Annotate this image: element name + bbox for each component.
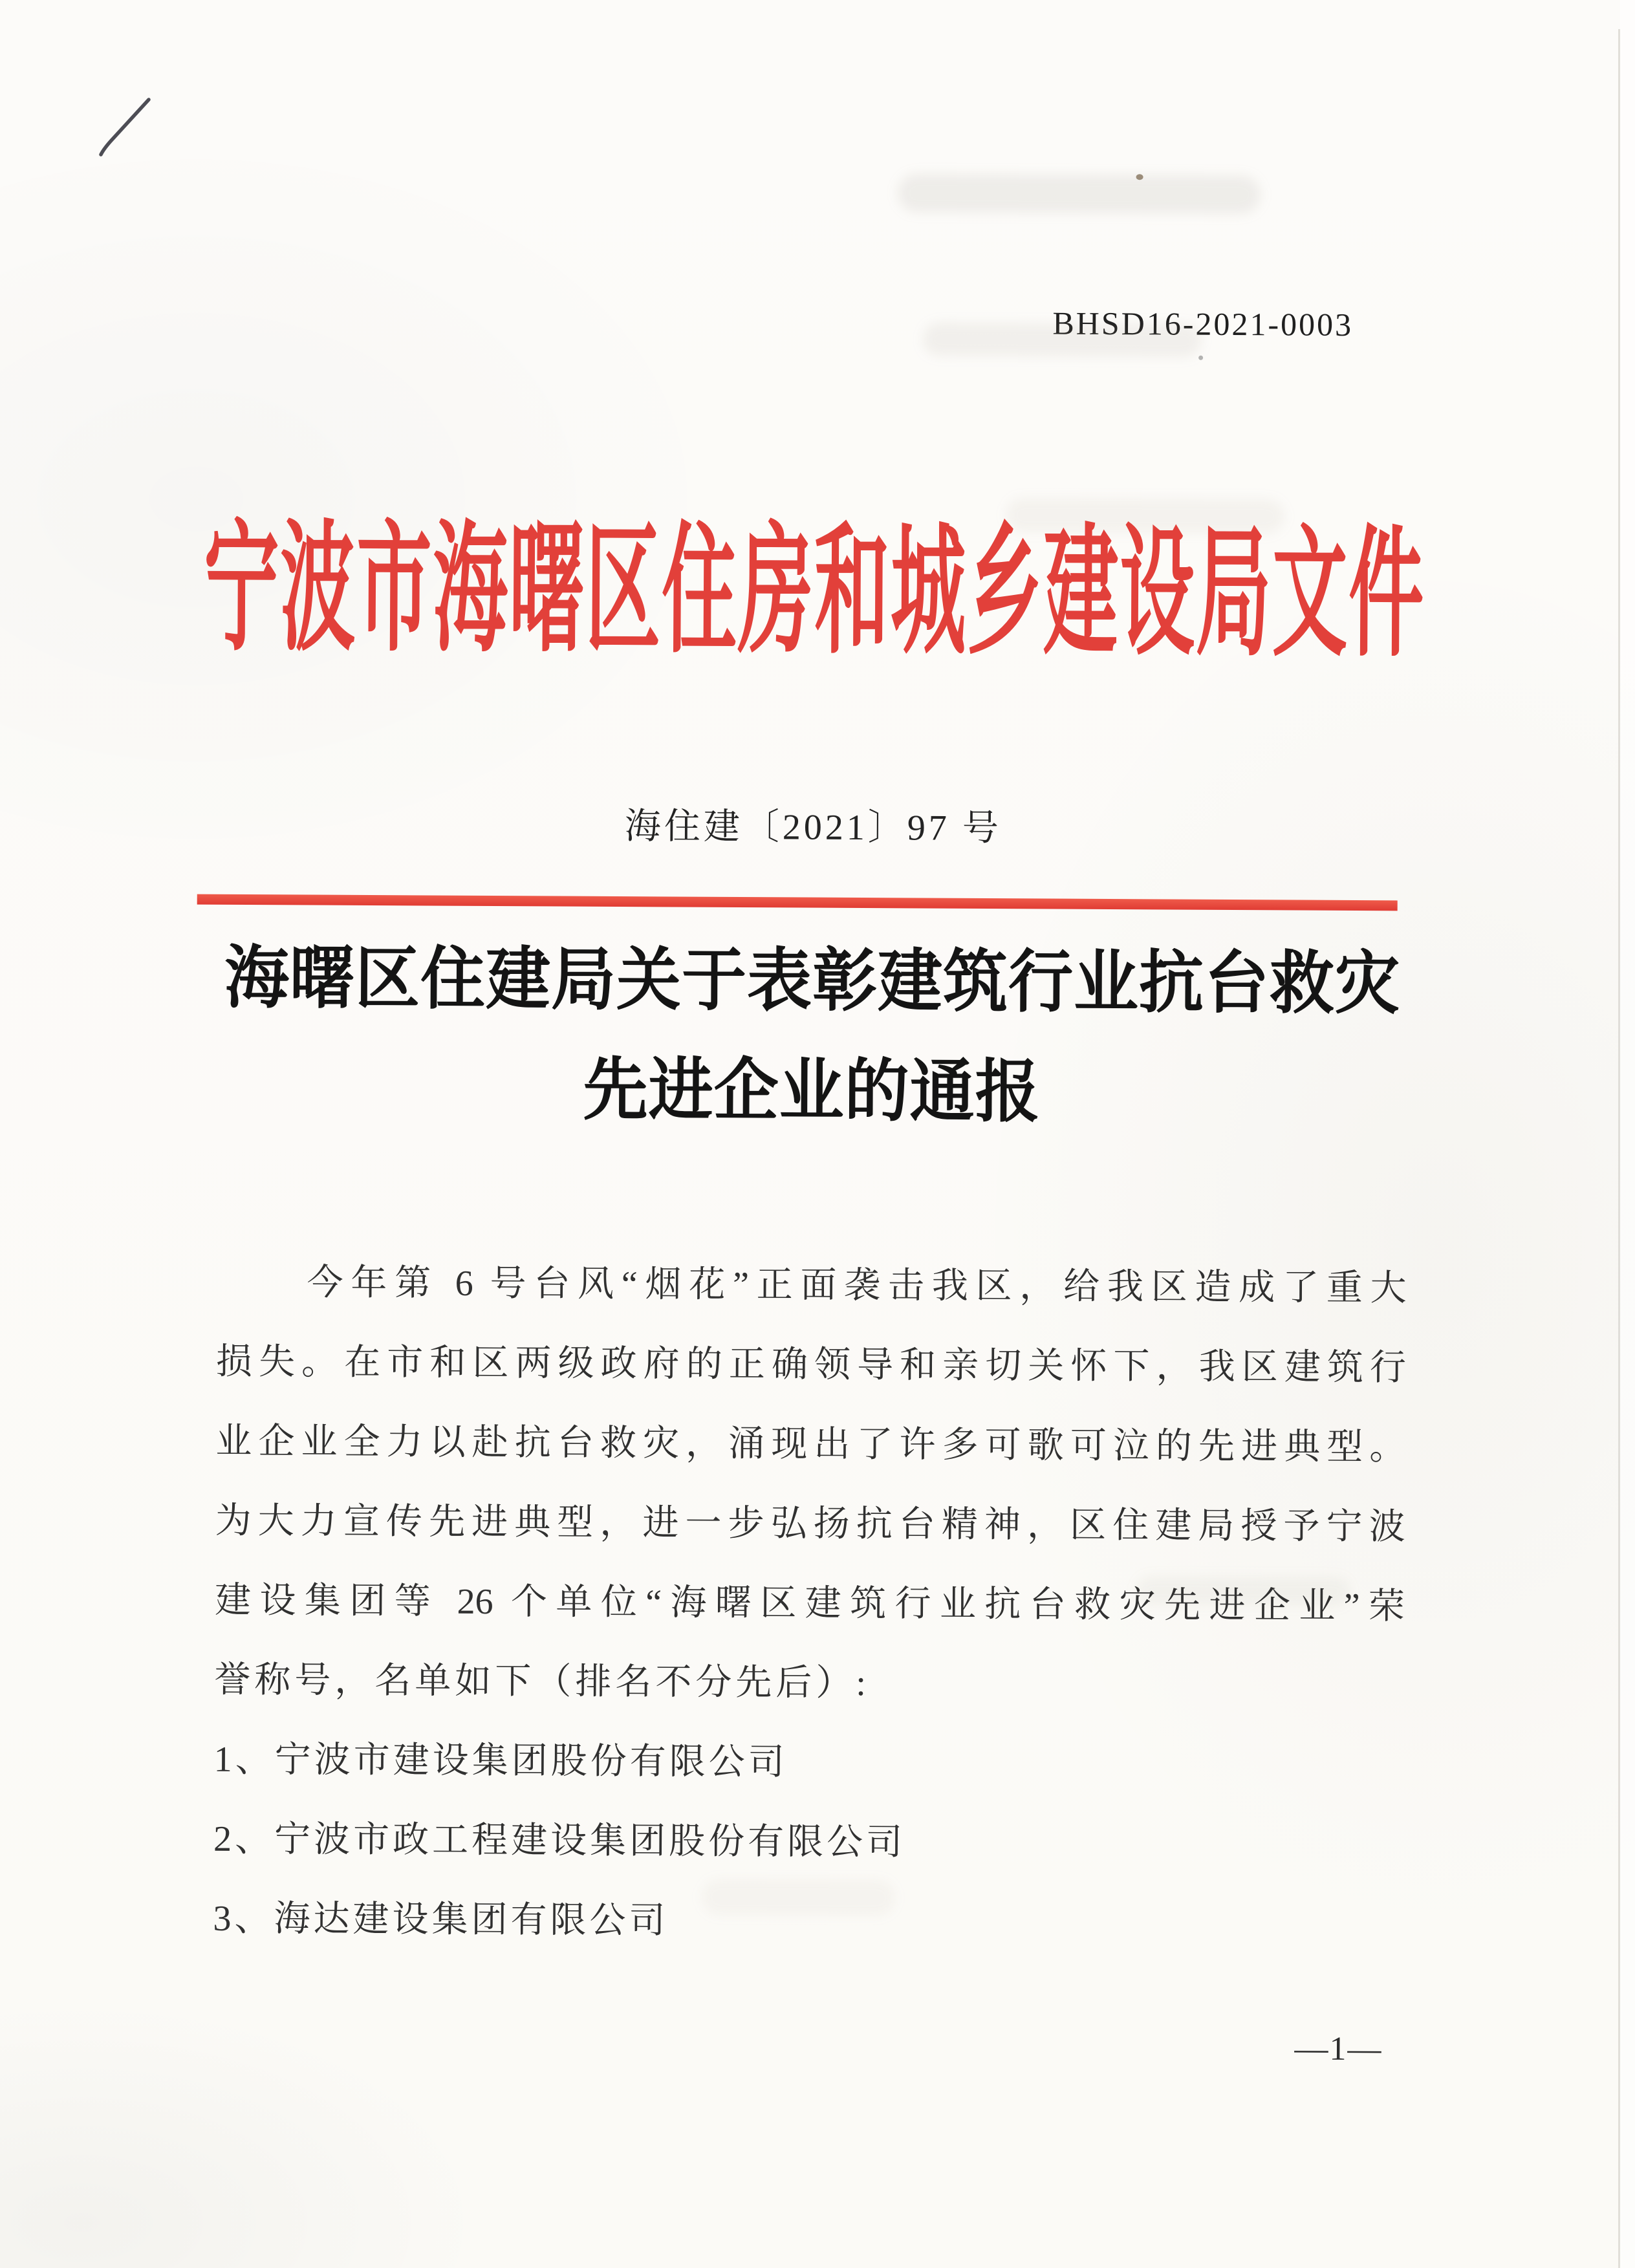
document-reference-code: BHSD16-2021-0003 [1052,305,1354,343]
document-issue-number: 海住建〔2021〕97 号 [624,806,1002,849]
honored-company-item: 3、海达建设集团有限公司 [213,1898,669,1941]
body-line: 誉称号，名单如下（排名不分先后）: [214,1659,871,1704]
page-number: —1— [1294,2030,1383,2068]
body-line: 为大力宣传先进典型，进一步弘扬抗台精神，区住建局授予宁波 [215,1500,1405,1548]
scan-speck [1136,174,1143,180]
red-letterhead-title: 宁波市海曙区住房和城乡建设局文件 [203,512,1425,675]
body-line: 今年第 6 号台风“烟花”正面袭击我区，给我区造成了重大 [307,1262,1407,1309]
scan-bleedthrough-smudge [898,174,1260,213]
body-line: 业企业全力以赴抗台救灾，涌现出了许多可歌可泣的先进典型。 [215,1421,1406,1468]
notice-title-line-2: 先进企业的通报 [583,1052,1041,1131]
scan-paper-edge [1620,0,1635,2268]
honored-company-item: 2、宁波市政工程建设集团股份有限公司 [213,1819,906,1863]
scan-speck [1198,356,1203,360]
body-line: 建设集团等 26 个单位“海曙区建筑行业抗台救灾先进企业”荣 [214,1580,1405,1627]
notice-title-line-1: 海曙区住建局关于表彰建筑行业抗台救灾 [224,940,1401,1023]
scan-paper-edge-line [1618,29,1620,2268]
notice-body [213,1243,1407,1965]
scan-bleedthrough-smudge [923,323,1201,356]
body-line: 损失。在市和区两级政府的正确领导和亲切关怀下，我区建筑行 [215,1341,1407,1388]
honored-company-item: 1、宁波市建设集团股份有限公司 [213,1739,788,1783]
red-separator-rule [197,894,1398,911]
